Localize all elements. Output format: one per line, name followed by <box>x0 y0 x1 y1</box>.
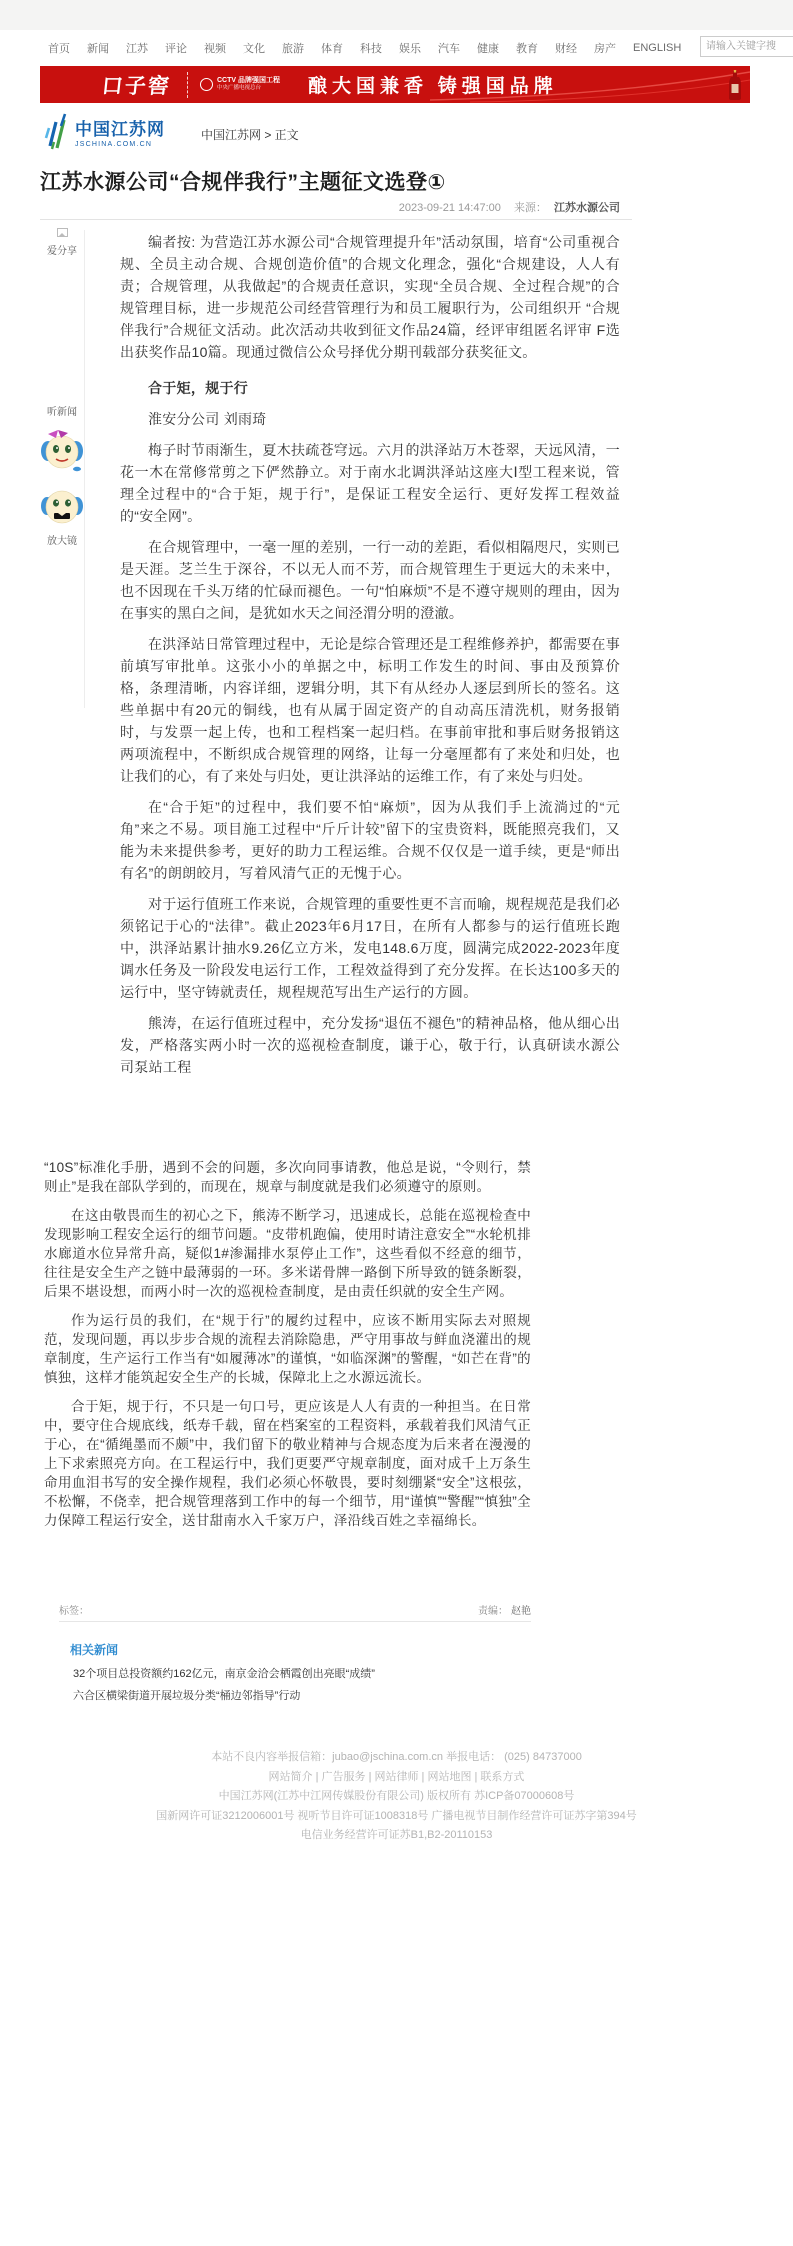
share-icon[interactable] <box>57 228 68 237</box>
mascot-magnifier-icon[interactable] <box>39 480 85 528</box>
related-news-link[interactable]: 六合区横梁街道开展垃圾分类“桶边邻指导”行动 <box>73 1690 301 1702</box>
related-news-list <box>73 1663 493 1707</box>
site-footer <box>0 1748 793 1846</box>
article-paragraph: 编者按: 为营造江苏水源公司“合规管理提升年”活动氛围，培育“公司重视合规、全员主动合规、合规创造价值”的合规文化理念，强化“合规建设，人人有责；合规管理，从我做起”的合规责任意识，实现“全员合规、全过程合规”的合规管理目标，进一步规范公司经营管理行为和员工履职行为，公司组织开 “合规伴我行”合规征文活动。此次活动共收到征文作品24篇，经评审组匿名评审 F选出获奖作品10篇。现通过微信公众号择优分期刊载部分获奖征文。 <box>120 234 620 360</box>
bottle-icon <box>726 70 744 100</box>
article-paragraph: 梅子时节雨渐生，夏木扶疏苍穹远。六月的洪泽站万木苍翠，天远风清，一花一木在常修常剪之下俨然静立。对于南水北调洪泽站这座大Ⅰ型工程来说，管理全过程中的“合于矩，规于行”，是保证工程安全运行、更好发挥工程效益的“安全网”。 <box>120 442 620 524</box>
footer-line: 网站简介 | 广告服务 | 网站律师 | 网站地图 | 联系方式 <box>268 1770 525 1783</box>
badge-divider <box>187 72 188 98</box>
nav-item[interactable]: 体育 <box>321 43 343 55</box>
nav-item[interactable]: 财经 <box>555 43 577 55</box>
related-news-link[interactable]: 32个项目总投资额约162亿元，南京金洽会栖霞创出亮眼“成绩” <box>73 1668 375 1680</box>
source-label: 来源： <box>513 202 547 214</box>
article-subtitle: 合于矩，规于行 <box>148 380 249 396</box>
editor-value: 赵艳 <box>511 1606 531 1617</box>
nav-item[interactable]: 评论 <box>165 43 187 55</box>
mascot-listen-icon[interactable] <box>39 424 85 474</box>
tags-row <box>59 1602 531 1617</box>
logo-title[interactable]: 中国江苏网 <box>75 119 165 139</box>
nav-item[interactable]: 科技 <box>360 43 382 55</box>
article-paragraph: “10S”标准化手册，遇到不会的问题，多次向同事请教，他总是说，“令则行，禁则止”是我在部队学到的，而现在，规章与制度就是我们必须遵守的原则。 <box>44 1160 531 1194</box>
nav-item[interactable]: 教育 <box>516 43 538 55</box>
nav-item[interactable]: 房产 <box>594 43 616 55</box>
top-navigation <box>48 40 681 56</box>
article-body-upper <box>120 231 620 1156</box>
cctv-emblem-icon <box>200 77 280 91</box>
article-date: 2023-09-21 14:47:00 <box>398 202 501 214</box>
share-label[interactable]: 爱分享 <box>47 246 77 257</box>
nav-item[interactable]: 首页 <box>48 43 70 55</box>
tags-divider <box>59 1621 531 1622</box>
side-toolbar <box>38 228 86 547</box>
nav-item[interactable]: 新闻 <box>87 43 109 55</box>
site-header <box>42 112 299 150</box>
nav-item[interactable]: 旅游 <box>282 43 304 55</box>
article-paragraph: 在洪泽站日常管理过程中，无论是综合管理还是工程维修养护，都需要在事前填写审批单。这张小小的单据之中，标明工作发生的时间、事由及预算价格，条理清晰，内容详细，逻辑分明，其下有从经办人逐层到所长的签名。这些单据中有20元的铜线，也有从属于固定资产的自动高压清洗机，财务报销时，与发票一起上传，也和工程档案一起归档。在事前审批和事后财务报销这两项流程中，不断织成合规管理的网络，让每一分毫厘都有了来处和归处，也让我们的心，有了来处与归处，更让洪泽站的运维工作，有了来处与归处。 <box>120 636 620 784</box>
footer-line: 中国江苏网(江苏中江网传媒股份有限公司) 版权所有 苏ICP备07000608号 <box>218 1790 575 1802</box>
article-title: 江苏水源公司“合规伴我行”主题征文选登① <box>40 171 446 194</box>
nav-item[interactable]: 江苏 <box>126 43 148 55</box>
listen-news-label[interactable]: 听新闻 <box>47 407 77 418</box>
article-body-lower <box>44 1158 531 1600</box>
article-paragraph: 在“合于矩”的过程中，我们要不怕“麻烦”，因为从我们手上流淌过的“元角”来之不易。项目施工过程中“斤斤计较”留下的宝贵资料，既能照亮我们，又能为未来提供参考，更好的助力工程运维。合规不仅仅是一道手续，更是“师出有名”的朗朗皎月，写着风清气正的无愧于心。 <box>120 799 620 881</box>
nav-item[interactable]: 视频 <box>204 43 226 55</box>
nav-item[interactable]: 健康 <box>477 43 499 55</box>
related-news-title: 相关新闻 <box>70 1643 119 1657</box>
footer-line: 电信业务经营许可证苏B1,B2-20110153 <box>300 1829 493 1841</box>
banner-slogan: 酿大国兼香 铸强国品牌 <box>308 76 558 97</box>
article-paragraph: 熊涛，在运行值班过程中，充分发扬“退伍不褪色”的精神品格，他从细心出发，严格落实两小时一次的巡视检查制度，谦于心，敬于行，认真研读水源公司泵站工程 <box>120 1015 620 1075</box>
cctv-badge-line2: 中央广播电视总台 <box>217 85 262 92</box>
footer-line: 本站不良内容举报信箱：jubao@jschina.com.cn 举报电话： (025) 84737000 <box>211 1751 582 1763</box>
article-meta <box>40 199 620 215</box>
breadcrumb[interactable]: 中国江苏网 > 正文 <box>201 127 299 142</box>
nav-item[interactable]: ENGLISH <box>633 42 682 54</box>
source-value: 江苏水源公司 <box>554 202 620 214</box>
cctv-ring-icon <box>200 78 213 91</box>
editor-note <box>120 231 620 363</box>
top-strip <box>0 0 793 30</box>
search-input[interactable] <box>700 36 793 57</box>
article-paragraph: 对于运行值班工作来说，合规管理的重要性更不言而喻，规程规范是我们必须铭记于心的“法律”。截止2023年6月17日，在所有人都参与的运行值班长跑中，洪泽站累计抽水9.26亿立方米，发电148.6万度，圆满完成2022-2023年度调水任务及一阶段发电运行工作，工程效益得到了充分发挥。在长达100多天的运行中，坚守铸就责任，规程规范写出生产运行的方圆。 <box>120 896 620 1000</box>
article-paragraph: 合于矩，规于行，不只是一句口号，更应该是人人有责的一种担当。在日常中，要守住合规底线，纸寿千载，留在档案室的工程资料，承载着我们风清气正于心，在“循绳墨而不颇”中，我们留下的敬业精神与合规态度为后来者在漫漫的上下求索照亮方向。在工程运行中，我们更要严守规章制度，面对成千上万条生命用血泪书写的安全操作规程，我们必须心怀敬畏，要时刻绷紧“安全”这根弦，不松懈，不侥幸，把合规管理落到工作中的每一个细节，用“谨慎”“警醒”“慎独”全力保障工程运行安全，送甘甜南水入千家万户，泽沿线百姓之幸福绵长。 <box>44 1399 531 1528</box>
article-paragraph: 在这由敬畏而生的初心之下，熊涛不断学习，迅速成长，总能在巡视检查中发现影响工程安全运行的细节问题。“皮带机跑偏，使用时请注意安全”“水轮机排水廊道水位异常升高，疑似1#渗漏排水泵停止工作”，这些看似不经意的细节，往往是安全生产之链中最薄弱的一环。多米诺骨牌一路倒下所导致的链条断裂，后果不堪设想，而两小时一次的巡视检查制度，是由责任织就的安全生产网。 <box>44 1208 531 1299</box>
sidebar-divider <box>84 230 85 708</box>
article-paragraphs <box>120 439 620 1078</box>
article-paragraph: 在合规管理中，一毫一厘的差别，一行一动的差距，看似相隔咫尺，实则已是天涯。芝兰生于深谷，不以无人而不芳，而合规管理生于更远大的未来中，也不因现在千头万绪的忙碌而褪色。一句“怕麻烦”不是不遵守规则的理由，因为在事实的黑白之间，是犹如水天之间泾渭分明的澄澈。 <box>120 539 620 621</box>
jschina-logo-icon[interactable] <box>42 112 69 150</box>
nav-item[interactable]: 娱乐 <box>399 43 421 55</box>
logo-subtitle: JSCHINA.COM.CN <box>75 140 153 148</box>
tags-label: 标签： <box>59 1606 89 1617</box>
cctv-badge-line1: CCTV 品牌强国工程 <box>217 77 280 85</box>
ad-banner[interactable] <box>40 66 750 103</box>
magnifier-label[interactable]: 放大镜 <box>47 536 77 547</box>
footer-line: 国新网许可证3212006001号 视听节目许可证1008318号 广播电视节目制作经营许可证苏字第394号 <box>156 1809 637 1822</box>
title-divider <box>40 219 632 220</box>
article-paragraph: 作为运行员的我们，在“规于行”的履约过程中，应该不断用实际去对照规范，发现问题，再以步步合规的流程去消除隐患，严守用事故与鲜血浇灌出的规章制度，生产运行工作当有“如履薄冰”的谨慎，“如临深渊”的警醒，“如芒在背”的慎独，这样才能筑起安全生产的长城，保障北上之水源远流长。 <box>44 1313 531 1385</box>
nav-item[interactable]: 文化 <box>243 43 265 55</box>
article-author: 淮安分公司 刘雨琦 <box>148 411 267 427</box>
koudzijiao-brand-logo: 口子窖 <box>100 73 173 98</box>
nav-item[interactable]: 汽车 <box>438 43 460 55</box>
editor-label: 责编： <box>478 1606 508 1617</box>
